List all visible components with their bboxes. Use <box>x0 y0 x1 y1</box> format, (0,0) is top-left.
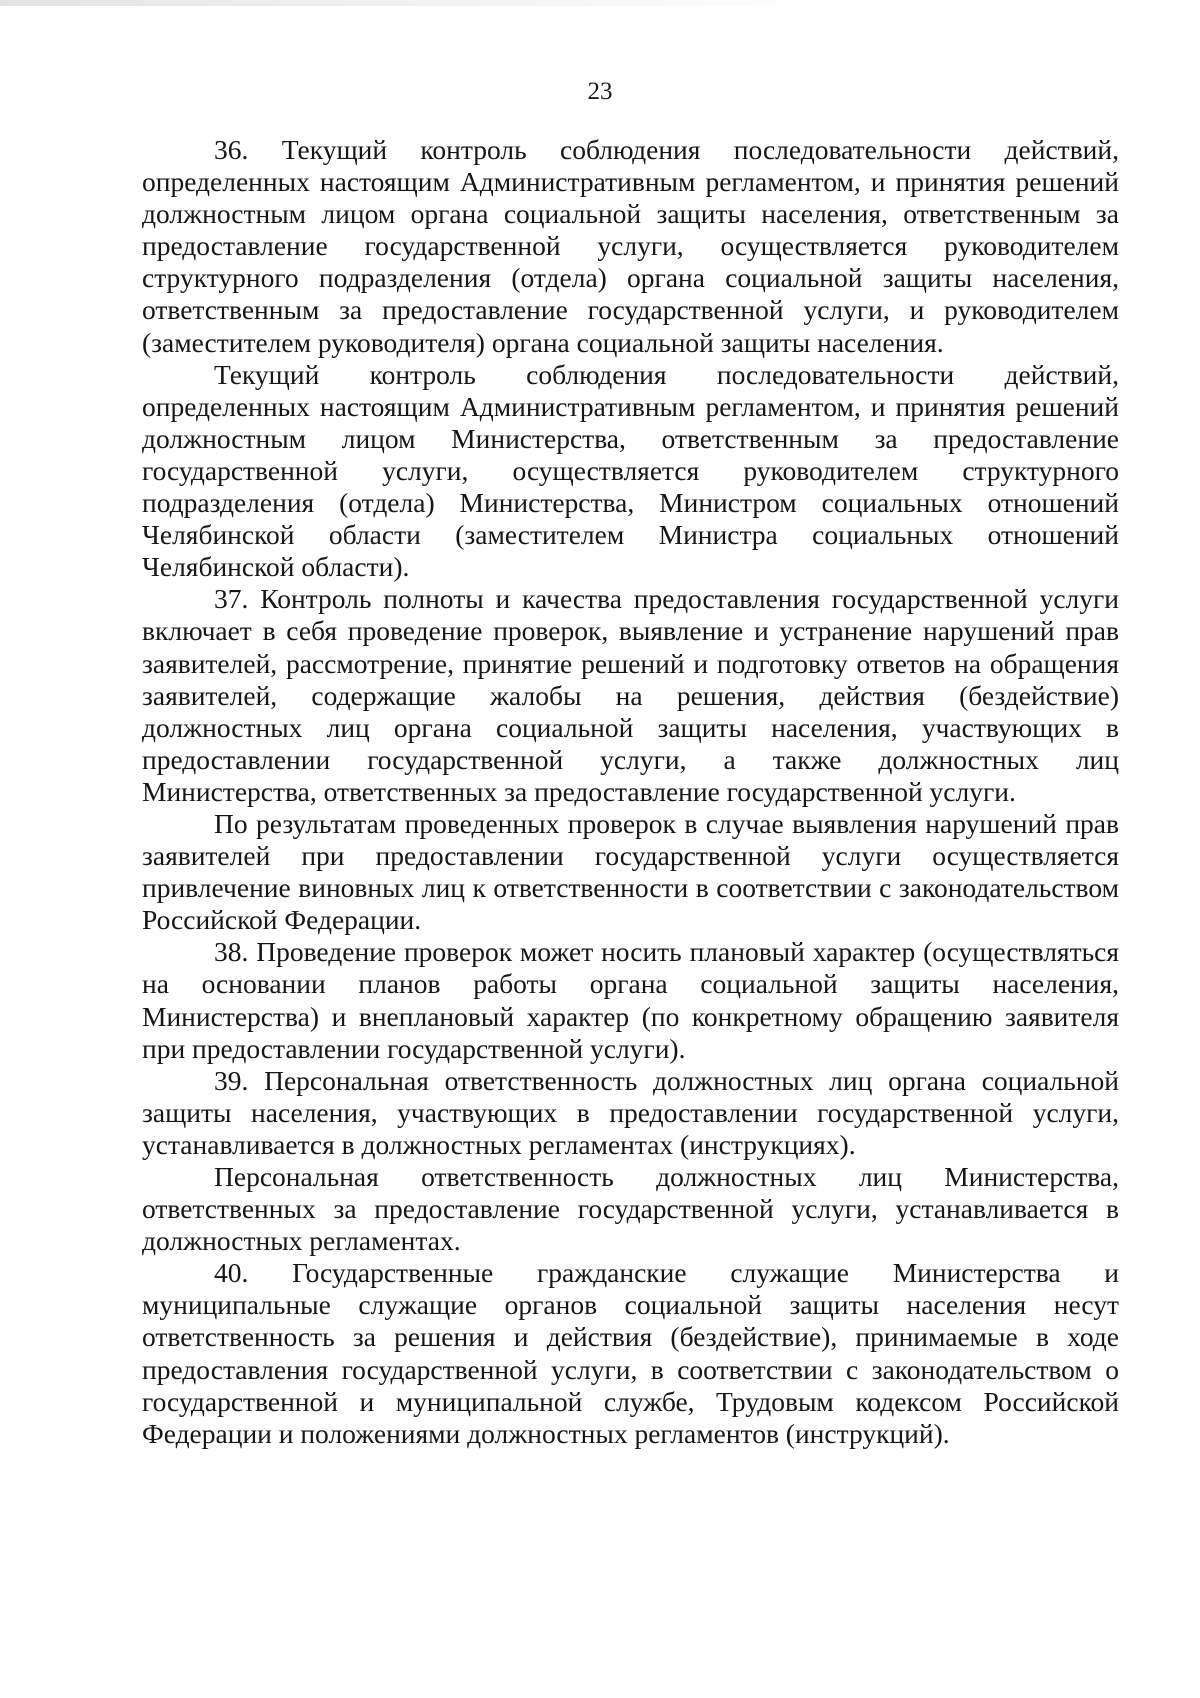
paragraph-40: 40. Государственные гражданские служащие Министерства и муниципальные служащие органов социальной защиты населения несут ответственность за решения и действия (бездействие), принимаемые в ходе предоставления государственной услуги, в соответствии с законодательством о государственной и муниципальной службе, Трудовым кодексом Российской Федерации и положениями должностных регламентов (инструкций). <box>142 1257 1119 1449</box>
paragraph-36-ministry-control: Текущий контроль соблюдения последовательности действий, определенных настоящим Административным регламентом, и принятия решений должностным лицом Министерства, ответственным за предоставление государственной услуги, осуществляется руководителем структурного подразделения (отдела) Министерства, Министром социальных отношений Челябинской области (заместителем Министра социальных отношений Челябинской области). <box>142 358 1119 583</box>
page-number: 23 <box>587 78 613 105</box>
paragraph-39: 39. Персональная ответственность должностных лиц органа социальной защиты населения, участвующих в предоставлении государственной услуги, устанавливается в должностных регламентах (инструкциях). <box>142 1064 1119 1160</box>
paragraph-39-ministry-responsibility: Персональная ответственность должностных лиц Министерства, ответственных за предоставление государственной услуги, устанавливается в должностных регламентах. <box>142 1161 1119 1257</box>
document-body <box>142 134 1119 1450</box>
paragraph-37: 37. Контроль полноты и качества предоставления государственной услуги включает в себя проведение проверок, выявление и устранение нарушений прав заявителей, рассмотрение, принятие решений и подготовку ответов на обращения заявителей, содержащие жалобы на решения, действия (бездействие) должностных лиц органа социальной защиты населения, участвующих в предоставлении государственной услуги, а также должностных лиц Министерства, ответственных за предоставление государственной услуги. <box>142 583 1119 807</box>
scan-edge-artifact <box>0 0 820 6</box>
paragraph-38: 38. Проведение проверок может носить плановый характер (осуществляться на основании планов работы органа социальной защиты населения, Министерства) и внеплановый характер (по конкретному обращению заявителя при предоставлении государственной услуги). <box>142 936 1119 1064</box>
paragraph-36: 36. Текущий контроль соблюдения последовательности действий, определенных настоящим Административным регламентом, и принятия решений должностным лицом органа социальной защиты населения, ответственным за предоставление государственной услуги, осуществляется руководителем структурного подразделения (отдела) органа социальной защиты населения, ответственным за предоставление государственной услуги, и руководителем (заместителем руководителя) органа социальной защиты населения. <box>142 134 1119 358</box>
paragraph-37-inspection-results: По результатам проведенных проверок в случае выявления нарушений прав заявителей при предоставлении государственной услуги осуществляется привлечение виновных лиц к ответственности в соответствии с законодательством Российской Федерации. <box>142 807 1119 936</box>
